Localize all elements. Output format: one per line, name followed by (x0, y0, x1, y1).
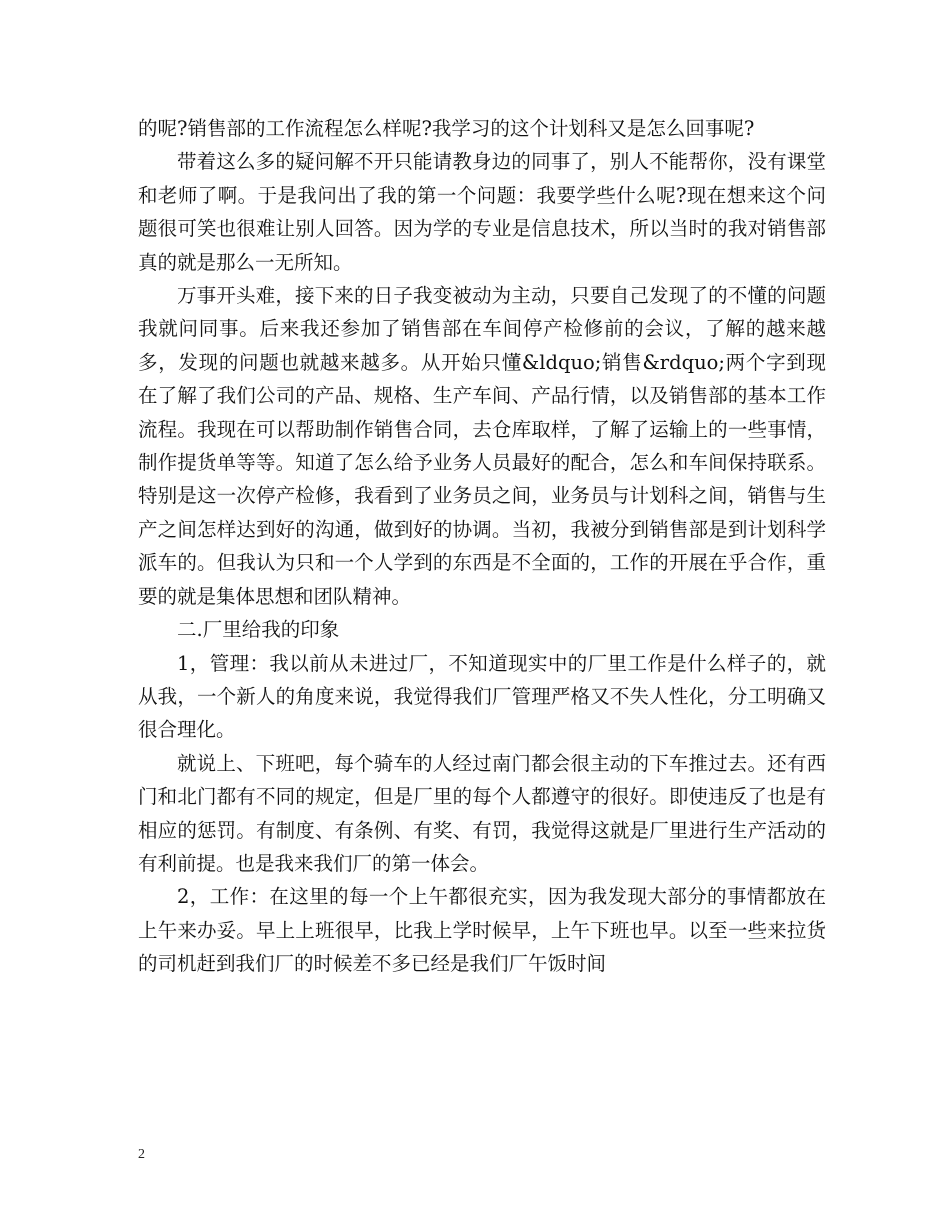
paragraph-work: 2，工作：在这里的每一个上午都很充实，因为我发现大部分的事情都放在上午来办妥。早上上班很早，比我上学时候早，上午下班也早。以至一些来拉货的司机赶到我们厂的时候差不多已经是我们厂午饭时间 (138, 885, 826, 976)
paragraph-continuation: 的呢?销售部的工作流程怎么样呢?我学习的这个计划科又是怎么回事呢? (138, 117, 755, 140)
document-body (138, 112, 826, 981)
paragraph-learning: 万事开头难，接下来的日子我变被动为主动，只要自己发现了的不懂的问题我就问同事。后来我还参加了销售部在车间停产检修前的会议，了解的越来越多，发现的问题也就越来越多。从开始只懂&ldquo;销售&rdquo;两个字到现在了解了我们公司的产品、规格、生产车间、产品行情，以及销售部的基本工作流程。我现在可以帮助制作销售合同，去仓库取样，了解了运输上的一些事情，制作提货单等等。知道了怎么给予业务人员最好的配合，怎么和车间保持联系。特别是这一次停产检修，我看到了业务员之间，业务员与计划科之间，销售与生产之间怎样达到好的沟通，做到好的协调。当初，我被分到销售部是到计划科学派车的。但我认为只和一个人学到的东西是不全面的，工作的开展在乎合作，重要的就是集体思想和团队精神。 (138, 284, 826, 608)
section-heading-impression: 二.厂里给我的印象 (177, 618, 340, 642)
page-number: 2 (138, 1147, 145, 1162)
paragraph-management: 1，管理：我以前从未进过厂，不知道现实中的厂里工作是什么样子的，就从我，一个新人的角度来说，我觉得我们厂管理严格又不失人性化，分工明确又很合理化。 (138, 651, 826, 742)
paragraph-commute-rules: 就说上、下班吧，每个骑车的人经过南门都会很主动的下车推过去。还有西门和北门都有不同的规定，但是厂里的每个人都遵守的很好。即使违反了也是有相应的惩罚。有制度、有条例、有奖、有罚，我觉得这就是厂里进行生产活动的有利前提。也是我来我们厂的第一体会。 (138, 751, 826, 875)
paragraph-questions: 带着这么多的疑问解不开只能请教身边的同事了，别人不能帮你，没有课堂和老师了啊。于是我问出了我的第一个问题：我要学些什么呢?现在想来这个问题很可笑也很难让别人回答。因为学的专业是信息技术，所以当时的我对销售部真的就是那么一无所知。 (138, 150, 826, 274)
